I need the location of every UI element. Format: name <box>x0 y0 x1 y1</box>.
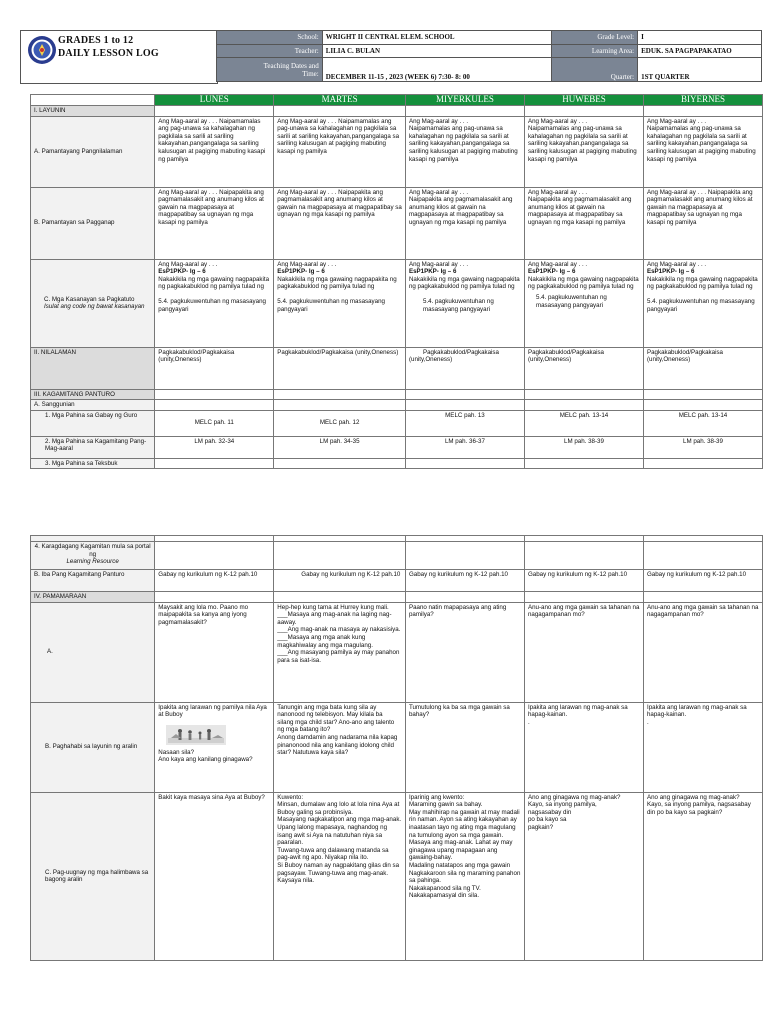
cell-nilalaman-miyerkules: Pagkakabuklod/Pagkakaisa (unity,Oneness) <box>405 347 524 389</box>
teaching-dates-label <box>217 58 323 82</box>
row-label-a: A. <box>31 602 155 702</box>
kasanayan-text: Nakakikila ng mga gawaing nagpapakita ng pagkakabuklod ng pamilya tulad ng <box>277 275 397 291</box>
cell-lm-lunes: LM pah. 32-34 <box>155 436 274 458</box>
teaching-dates-value: DECEMBER 11-15 , 2023 (WEEK 6) 7:30- 8: 00 <box>322 58 552 82</box>
cell-iba-miyerkules: Gabay ng kurikulum ng K-12 pah.10 <box>405 570 524 592</box>
kasanayan-point: 5.4. pagkukuwentuhan ng masasayang pangyayari <box>422 297 494 313</box>
section-kagamitang-panturo: III. KAGAMITANG PANTURO <box>31 389 155 400</box>
cell-nilalaman-biyernes: Pagkakabuklod/Pagkakaisa (unity,Oneness) <box>643 347 762 389</box>
kasanayan-text: Nakakikila ng mga gawaing nagpapakita ng pagkakabuklod ng pamilya tulad ng <box>646 275 758 291</box>
cell-pangnilalaman-lunes: Ang Mag-aaral ay . . . Naipamamalas ang pag-unawa sa kahalagahan ng pagkilala sa sarili at sariling kakayahan,pangangalaga sa sariling kalusugan at pagiging mabuting kasapi ng pamilya <box>155 116 274 187</box>
kasanayan-intro: Ang Mag-aaral ay . . . <box>158 260 218 268</box>
lesson-table-page1 <box>30 94 763 469</box>
cell-lm-biyernes: LM pah. 38-39 <box>643 436 762 458</box>
b-lunes-questions: Nasaan sila? Ano kaya ang kanilang ginagawa? <box>158 748 253 764</box>
teaching-dates-label-line2: Time: <box>302 69 319 78</box>
cell-iba-biyernes: Gabay ng kurikulum ng K-12 pah.10 <box>643 570 762 592</box>
day-header-huwebes: HUWEBES <box>524 95 643 106</box>
cell-kasanayan-huwebes <box>524 259 643 347</box>
lesson-log-header <box>20 30 762 84</box>
cell-nilalaman-lunes: Pagkakabuklod/Pagkakaisa (unity,Oneness) <box>155 347 274 389</box>
cell-b-huwebes: Ipakita ang larawan ng mag-anak sa hapag-kainan. . <box>524 702 643 792</box>
learning-area-label: Learning Area: <box>552 44 638 58</box>
cell-a-lunes: Maysakit ang lola mo. Paano mo maipapakita sa kanya ang iyong pagmamalasakit? <box>155 602 274 702</box>
cell-b-martes: Tanungin ang mga bata kung sila ay nanonood ng telebisyon. May kilala ba silang mga child star? Ano-ano ang talento ng mga batang ito? Anong damdamin ang nadarama nila kapag pinanonood nila ang kanilang idolong child star? Natutuwa kaya sila? <box>274 702 406 792</box>
row-label-gabay-ng-guro: 1. Mga Pahina sa Gabay ng Guro <box>31 410 155 436</box>
b-lunes-intro: Ipakita ang larawan ng pamilya nila Aya at Buboy <box>158 703 267 719</box>
kasanayan-text: Nakakikila ng mga gawaing nagpapakita ng pagkakabuklod ng pamilya tulad ng <box>158 275 270 291</box>
grade-value: I <box>638 31 762 45</box>
day-header-miyerkules: MIYERKULES <box>405 95 524 106</box>
kasanayan-sublabel: Isulat ang code ng bawat kasanayan <box>44 303 145 311</box>
quarter-label: Quarter: <box>552 58 638 82</box>
cell-gabay-biyernes: MELC pah. 13-14 <box>643 410 762 436</box>
cell-a-miyerkules: Paano natin mapapasaya ang ating pamilya? <box>405 602 524 702</box>
kasanayan-code: EsP1PKP- Ig – 6 <box>646 268 695 276</box>
cell-lm-huwebes: LM pah. 38-39 <box>524 436 643 458</box>
cell-kasanayan-biyernes <box>643 259 762 347</box>
kasanayan-intro: Ang Mag-aaral ay . . . <box>646 260 707 268</box>
kasanayan-point: 5.4. pagkukuwentuhan ng masasayang pangyayari <box>535 293 607 309</box>
day-header-martes: MARTES <box>274 95 406 106</box>
kasanayan-point: 5.4. pagkukuwentuhan ng masasayang pangyayari <box>646 297 755 313</box>
cell-a-martes: Hep-hep kung tama at Hurrey kung mali. ___Masaya ang mag-anak na laging nag-aaway. ___Ang mag-anak na masaya ay nakasisiya. ___Masaya ang mga anak kung magkahiwalay ang mga magulang. ___Ang masayang pamilya ay may panahon para sa isat-isa. <box>274 602 406 702</box>
kasanayan-text: Nakakikila ng mga gawaing nagpapakita ng pagkakabuklod ng pamilya tulad ng <box>527 275 639 291</box>
row-label-pamantayang-pangnilalaman: A. Pamantayang Pangnilalaman <box>31 116 155 187</box>
cell-nilalaman-huwebes: Pagkakabuklod/Pagkakaisa (unity,Oneness) <box>524 347 643 389</box>
day-header-biyernes: BIYERNES <box>643 95 762 106</box>
cell-gabay-huwebes: MELC pah. 13-14 <box>524 410 643 436</box>
teacher-value: LILIA C. BULAN <box>322 44 552 58</box>
deped-seal-icon <box>27 35 57 65</box>
grade-label: Grade Level: <box>552 31 638 45</box>
cell-b-biyernes: Ipakita ang larawan ng mag-anak sa hapag-kainan. . <box>643 702 762 792</box>
cell-c-huwebes: Ano ang ginagawa ng mag-anak? Kayo, sa inyong pamilya, nagsasabay din po ba kayo sa pagkain? <box>524 792 643 960</box>
school-label: School: <box>217 31 323 45</box>
cell-c-lunes: Bakit kaya masaya sina Aya at Buboy? <box>155 792 274 960</box>
cell-lm-martes: LM pah. 34-35 <box>274 436 406 458</box>
family-picture <box>166 725 226 745</box>
section-nilalaman: II. NILALAMAN <box>31 347 155 389</box>
cell-nilalaman-martes: Pagkakabuklod/Pagkakaisa (unity,Oneness) <box>274 347 406 389</box>
cell-b-miyerkules: Tumutulong ka ba sa mga gawain sa bahay? <box>405 702 524 792</box>
kasanayan-intro: Ang Mag-aaral ay . . . <box>277 260 337 268</box>
row-label-karagdagang-kagamitan <box>31 542 155 570</box>
cell-c-miyerkules: Iparinig ang kwento: Maraming gawin sa bahay. May mahihirap na gawain at may madali rin naman. Ayon sa ating kakayahan ay inaatasan tayo ng ating mga magulang na tumulong ayon sa mga gawain. Masaya ang mag-anak. Lahat ay may ginagawa upang mapagaan ang gawaing-bahay. Madaling natatapos ang mga gawain Nagkakaroon sila ng maraming panahon sa pahinga. Nakakapanood sila ng TV. Nakakapamasyal din sila. <box>405 792 524 960</box>
school-value: WRIGHT II CENTRAL ELEM. SCHOOL <box>322 31 552 45</box>
section-layunin: I. LAYUNIN <box>31 106 155 117</box>
cell-pangnilalaman-huwebes: Ang Mag-aaral ay . . . Naipamamalas ang pag-unawa sa kahalagahan ng pagkilala sa sarili at sariling kakayahan,pangangalaga sa sariling kalusugan at pagiging mabuting kasapi ng pamilya <box>524 116 643 187</box>
teacher-label: Teacher: <box>217 44 323 58</box>
cell-pagganap-miyerkules: Ang Mag-aaral ay . . . Naipapakita ang pagmamalasakit ang anumang kilos at gawain na magpapasaya at magpapatibay sa ugnayan ng mga kasapi ng pamilya <box>405 187 524 259</box>
kasanayan-code: EsP1PKP- Ig – 6 <box>408 268 457 276</box>
row-label-sanggunian: A. Sanggunian <box>31 400 155 411</box>
cell-pangnilalaman-miyerkules: Ang Mag-aaral ay . . . Naipamamalas ang pag-unawa sa kahalagahan ng pagkilala sa sarili at sariling kakayahan,pangangalaga sa sariling kalusugan at pagiging mabuting kasapi ng pamilya <box>405 116 524 187</box>
kasanayan-point: 5.4. pagkukuwentuhan ng masasayang pangyayari <box>277 297 385 313</box>
header-title-line2: DAILY LESSON LOG <box>58 48 159 59</box>
header-title-line1: GRADES 1 to 12 <box>58 35 134 46</box>
kasanayan-code: EsP1PKP- Ig – 6 <box>158 268 206 276</box>
cell-pangnilalaman-biyernes: Ang Mag-aaral ay . . . Naipamamalas ang pag-unawa sa kahalagahan ng pagkilala sa sarili at sariling kakayahan,pangangalaga sa sariling kalusugan at pagiging mabuting kasapi ng pamilya <box>643 116 762 187</box>
cell-kasanayan-martes <box>274 259 406 347</box>
cell-c-martes: Kuwento: Minsan, dumalaw ang lolo at lola nina Aya at Buboy galing sa probinsiya. Masayang nagkakatipon ang mga mag-anak. Upang lalong mapasaya, naghandog ng isang awit si Aya na natutuhan niya sa paaralan. Tuwang-tuwa ang dalawang matanda sa pag-awit ng apo. Niyakap nila ito. Si Buboy naman ay nagpakitang gilas din sa pagsayaw. Tuwang-tuwa ang mag-anak. Kaysaya nila. <box>274 792 406 960</box>
kasanayan-code: EsP1PKP- Ig – 6 <box>527 268 576 276</box>
cell-kasanayan-lunes <box>155 259 274 347</box>
cell-gabay-lunes: MELC pah. 11 <box>155 410 274 436</box>
cell-pagganap-lunes: Ang Mag-aaral ay . . . Naipapakita ang pagmamalasakit ang anumang kilos at gawain na magpapasaya at magpapatibay sa ugnayan ng mga kasapi ng pamilya <box>155 187 274 259</box>
cell-pagganap-biyernes: Ang Mag-aaral ay . . . Naipapakita ang pagmamalasakit ang anumang kilos at gawain na magpapasaya at magpapatibay sa ugnayan ng mga kasapi ng pamilya <box>643 187 762 259</box>
logo-box <box>20 30 218 84</box>
header-info-grid <box>216 30 762 82</box>
kasanayan-label: C. Mga Kasanayan sa Pagkatuto <box>44 295 135 303</box>
kasanayan-text: Nakakikila ng mga gawaing nagpapakita ng pagkakabuklod ng pamilya tulad ng <box>408 275 520 291</box>
learning-area-value: EDUK. SA PAGPAPAKATAO <box>638 44 762 58</box>
cell-kasanayan-miyerkules <box>405 259 524 347</box>
lesson-table-page2 <box>30 535 763 961</box>
cell-lm-miyerkules: LM pah. 36-37 <box>405 436 524 458</box>
kasanayan-intro: Ang Mag-aaral ay . . . <box>408 260 469 268</box>
cell-gabay-miyerkules: MELC pah. 13 <box>405 410 524 436</box>
cell-c-biyernes: Ano ang ginagawa ng mag-anak? Kayo, sa inyong pamilya, nagsasabay din po ba kayo sa pagkain? <box>643 792 762 960</box>
row-label-pag-uugnay: C. Pag-uugnay ng mga halimbawa sa bagong aralin <box>31 792 155 960</box>
karagdagan-label: 4. Karagdagang Kagamitan mula sa portal ng <box>34 543 151 558</box>
teaching-dates-label-line1: Teaching Dates and <box>263 61 319 70</box>
cell-iba-lunes: Gabay ng kurikulum ng K-12 pah.10 <box>155 570 274 592</box>
karagdagan-sublabel: Learning Resource <box>66 558 119 566</box>
row-label-teksbuk: 3. Mga Pahina sa Teksbuk <box>31 458 155 469</box>
kasanayan-point: 5.4. pagkukuwentuhan ng masasayang pangyayari <box>158 297 266 313</box>
row-label-paghahabi: B. Paghahabi sa layunin ng aralin <box>31 702 155 792</box>
cell-gabay-martes: MELC pah. 12 <box>274 410 406 436</box>
row-label-kasanayan <box>31 259 155 347</box>
row-label-kagamitang-mag-aaral: 2. Mga Pahina sa Kagamitang Pang-Mag-aaral <box>31 436 155 458</box>
row-label-iba-pang-kagamitan: B. Iba Pang Kagamitang Panturo <box>31 570 155 592</box>
section-pamamaraan: IV. PAMAMARAAN <box>31 592 155 603</box>
kasanayan-code: EsP1PKP- Ig – 6 <box>277 268 325 276</box>
cell-a-huwebes: Anu-ano ang mga gawain sa tahanan na nagagampanan mo? <box>524 602 643 702</box>
cell-pagganap-huwebes: Ang Mag-aaral ay . . . Naipapakita ang pagmamalasakit ang anumang kilos at gawain na magpapasaya at magpapatibay sa ugnayan ng mga kasapi ng pamilya <box>524 187 643 259</box>
cell-pagganap-martes: Ang Mag-aaral ay . . . Naipapakita ang pagmamalasakit ang anumang kilos at gawain na magpapasaya at magpapatibay sa ugnayan ng mga kasapi ng pamilya <box>274 187 406 259</box>
row-label-pamantayan-sa-pagganap: B. Pamantayan sa Pagganap <box>31 187 155 259</box>
cell-pangnilalaman-martes: Ang Mag-aaral ay . . . Naipamamalas ang pag-unawa sa kahalagahan ng pagkilala sa sarili at sariling kakayahan,pangangalaga sa sariling kalusugan at pagiging mabuting kasapi ng pamilya <box>274 116 406 187</box>
day-header-blank <box>31 95 155 106</box>
cell-iba-huwebes: Gabay ng kurikulum ng K-12 pah.10 <box>524 570 643 592</box>
cell-b-lunes <box>155 702 274 792</box>
kasanayan-intro: Ang Mag-aaral ay . . . <box>527 260 588 268</box>
cell-iba-martes: Gabay ng kurikulum ng K-12 pah.10 <box>274 570 406 592</box>
day-header-lunes: LUNES <box>155 95 274 106</box>
quarter-value: 1ST QUARTER <box>638 58 762 82</box>
cell-a-biyernes: Anu-ano ang mga gawain sa tahanan na nagagampanan mo? <box>643 602 762 702</box>
